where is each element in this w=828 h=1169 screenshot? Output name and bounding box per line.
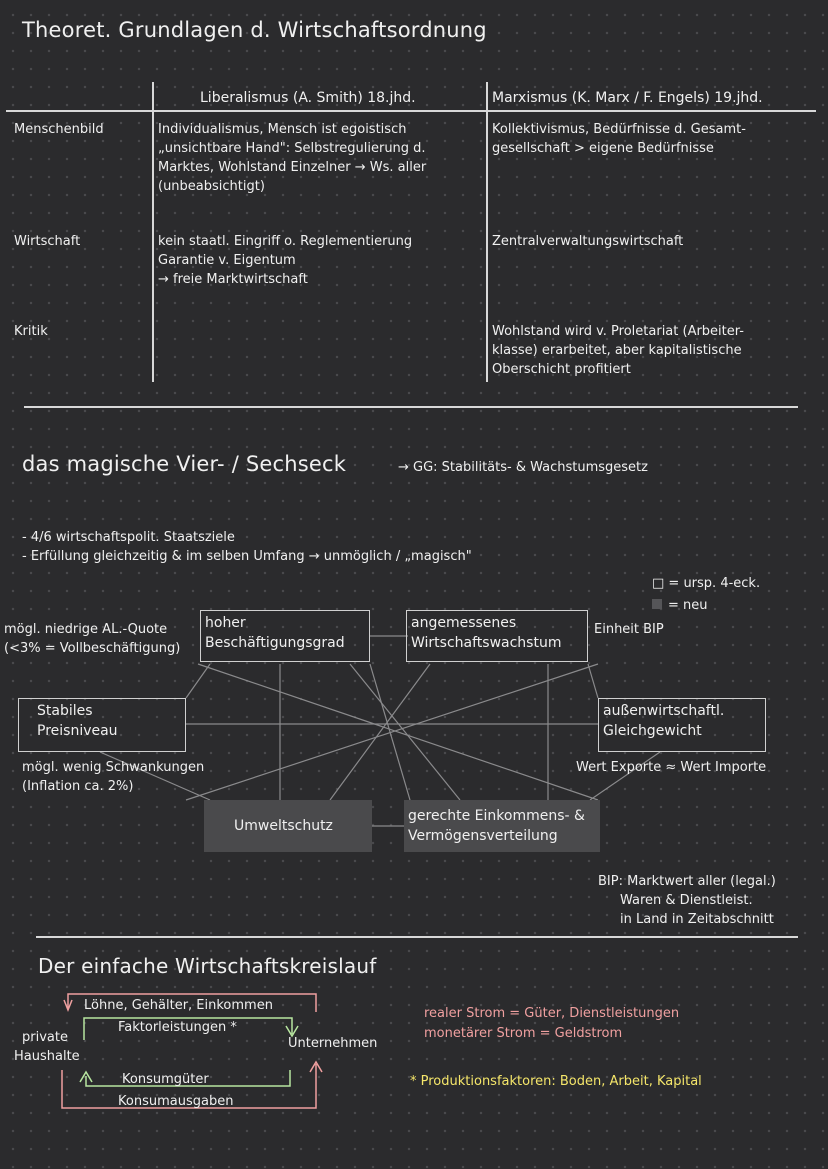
note-line: (<3% = Vollbeschäftigung) bbox=[4, 641, 181, 656]
legend-new-label: = neu bbox=[668, 598, 708, 613]
goal-price-line: Preisniveau bbox=[37, 723, 118, 739]
table-header-marxismus: Marxismus (K. Marx / F. Engels) 19.jhd. bbox=[492, 90, 763, 106]
goal-price-line: Stabiles bbox=[37, 703, 93, 719]
note-line: in Land in Zeitabschnitt bbox=[620, 912, 774, 927]
text-line: Marktes, Wohlstand Einzelner → Ws. aller bbox=[158, 160, 427, 175]
text-line: Kollektivismus, Bedürfnisse d. Gesamt- bbox=[492, 122, 746, 137]
flow-spending: Konsumausgaben bbox=[118, 1094, 234, 1109]
goal-distribution-line: Vermögensverteilung bbox=[408, 828, 558, 844]
text-line: Oberschicht profitiert bbox=[492, 362, 631, 377]
note-line: mögl. niedrige AL.-Quote bbox=[4, 622, 168, 637]
row-label-menschenbild: Menschenbild bbox=[14, 122, 104, 137]
goal-employment-line: hoher bbox=[205, 615, 246, 631]
legend-real-flow: realer Strom = Güter, Dienstleistungen bbox=[424, 1006, 680, 1021]
note-growth: Einheit BIP bbox=[594, 622, 664, 637]
text-line: (unbeabsichtigt) bbox=[158, 179, 265, 194]
bullet-item: - 4/6 wirtschaftspolit. Staatsziele bbox=[22, 530, 235, 545]
text-line: Garantie v. Eigentum bbox=[158, 253, 296, 268]
text-line: gesellschaft > eigene Bedürfnisse bbox=[492, 141, 714, 156]
text-line: Wohlstand wird v. Proletariat (Arbeiter- bbox=[492, 324, 744, 339]
households-line: private bbox=[22, 1030, 68, 1045]
text-line: „unsichtbare Hand": Selbstregulierung d. bbox=[158, 141, 426, 156]
magic-heading: das magische Vier- / Sechseck bbox=[22, 452, 347, 476]
law-note: → GG: Stabilitäts- & Wachstumsgesetz bbox=[398, 460, 648, 475]
goal-environment-label: Umweltschutz bbox=[234, 818, 333, 834]
table-header-liberalismus: Liberalismus (A. Smith) 18.jhd. bbox=[200, 90, 416, 106]
circuit-heading: Der einfache Wirtschaftskreislauf bbox=[38, 954, 377, 978]
flow-wages: Löhne, Gehälter, Einkommen bbox=[84, 998, 273, 1013]
goal-growth-line: angemessenes bbox=[411, 615, 517, 631]
legend-original: □ = ursp. 4-eck. bbox=[652, 576, 761, 591]
text-line: Zentralverwaltungswirtschaft bbox=[492, 234, 684, 249]
note-line: (Inflation ca. 2%) bbox=[22, 779, 134, 794]
goal-external-line: außenwirtschaftl. bbox=[603, 703, 725, 719]
text-line: klasse) erarbeitet, aber kapitalistische bbox=[492, 343, 742, 358]
households bbox=[14, 1028, 80, 1066]
page-title: Theoret. Grundlagen d. Wirtschaftsordnung bbox=[22, 18, 487, 42]
row-label-wirtschaft: Wirtschaft bbox=[14, 234, 81, 249]
note-line: BIP: Marktwert aller (legal.) bbox=[598, 874, 776, 889]
households-line: Haushalte bbox=[14, 1049, 80, 1064]
bullet-item: - Erfüllung gleichzeitig & im selben Umfang → unmöglich / „magisch" bbox=[22, 549, 472, 564]
flow-goods: Konsumgüter bbox=[122, 1072, 209, 1087]
legend-monetary-flow: monetärer Strom = Geldstrom bbox=[424, 1026, 623, 1041]
note-external: Wert Exporte ≈ Wert Importe bbox=[576, 760, 767, 775]
note-line: mögl. wenig Schwankungen bbox=[22, 760, 205, 775]
footnote-factors: * Produktionsfaktoren: Boden, Arbeit, Kapital bbox=[410, 1074, 702, 1089]
text-line: kein staatl. Eingriff o. Reglementierung bbox=[158, 234, 413, 249]
text-line: → freie Marktwirtschaft bbox=[158, 272, 308, 287]
row-label-kritik: Kritik bbox=[14, 324, 48, 339]
companies: Unternehmen bbox=[288, 1036, 378, 1051]
text-line: Individualismus, Mensch ist egoistisch bbox=[158, 122, 407, 137]
goal-employment-line: Beschäftigungsgrad bbox=[205, 635, 345, 651]
goal-external-line: Gleichgewicht bbox=[603, 723, 702, 739]
goal-distribution-line: gerechte Einkommens- & bbox=[408, 808, 585, 824]
note-line: Waren & Dienstleist. bbox=[620, 893, 753, 908]
goal-growth-line: Wirtschaftswachstum bbox=[411, 635, 562, 651]
flow-factors: Faktorleistungen * bbox=[118, 1020, 237, 1035]
